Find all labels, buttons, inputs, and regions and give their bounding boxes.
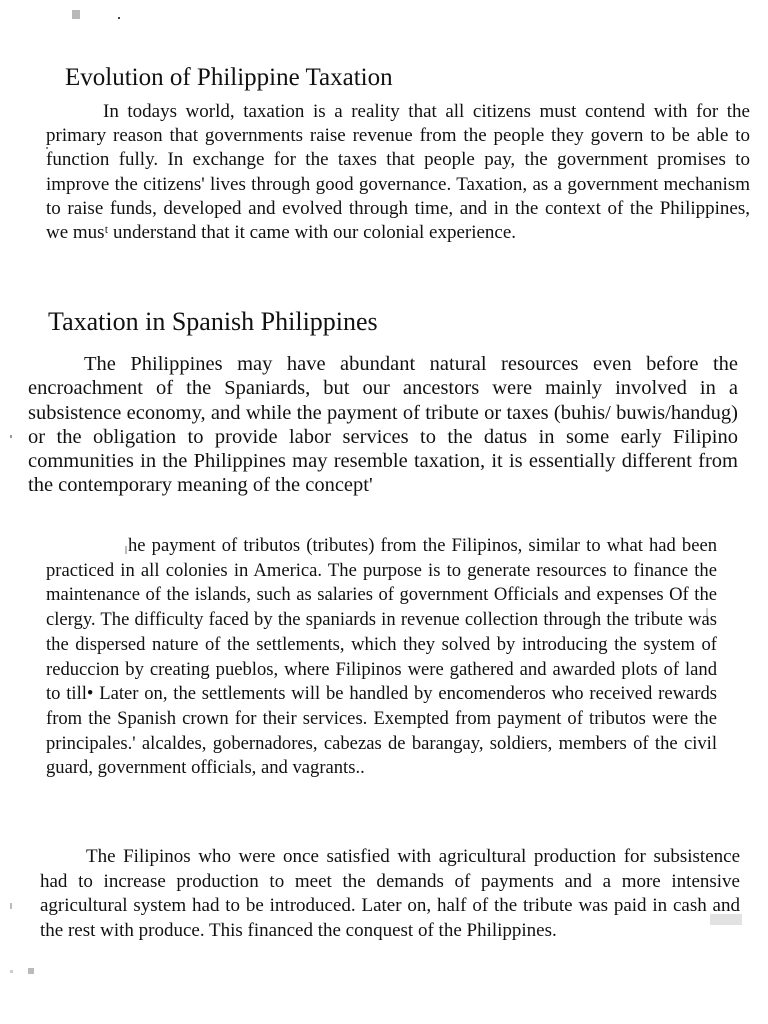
page-title: Evolution of Philippine Taxation <box>65 64 393 91</box>
scan-speck <box>72 10 80 19</box>
scan-speck <box>28 968 34 974</box>
section-paragraph: The Filipinos who were once satisfied with agricultural production for subsistence had to increase production to meet the demands of payments and a more intensive agricultural system had to be introduced. Later on, half of the tribute was paid in cash and the rest with produce. This financed the conquest of the Philippines. <box>40 846 740 941</box>
scan-speck <box>10 903 12 909</box>
scan-speck <box>10 970 13 973</box>
scan-speck <box>118 17 120 19</box>
intro-paragraph: In todays world, taxation is a reality that all citizens must contend with for the primary reason that governments raise revenue from the people they govern to be able to function fully. In exchange for the taxes that people pay, the government promises to improve the citizens' lives through good governance. Taxation, as a government mechanism to raise funds, developed and evolved through time, and in the context of the Philippines, we musᵗ understand that it came with our colonial experience. <box>46 101 750 244</box>
scan-speck <box>10 435 12 438</box>
section-heading: Taxation in Spanish Philippines <box>48 307 378 336</box>
section-paragraph: The Philippines may have abundant natural resources even before the encroachment of the Spaniards, but our ancestors were mainly involved in a subsistence economy, and while the payment of tribute or taxes (buhis/ buwis/handug) or the obligation to provide labor services to the datus in some early Filipino communities in the Philippines may resemble taxation, it is essentially different from the contemporary meaning of the concept' <box>28 353 738 497</box>
section-paragraph: he payment of tributos (tributes) from the Filipinos, similar to what had been practiced in all colonies in America. The purpose is to generate resources to finance the maintenance of the islands, such as salaries of government Officials and expenses Of the clergy. The difficulty faced by the spaniards in revenue collection through the tribute was the dispersed nature of the settlements, which they solved by introducing the system of reduccion by creating pueblos, where Filipinos were gathered and awarded plots of land to till• Later on, the settlements will be handled by encomenderos who received rewards from the Spanish crown for their services. Exempted from payment of tributos were the principales.' alcaldes, gobernadores, cabezas de barangay, soldiers, members of the civil guard, government officials, and vagrants.. <box>46 535 717 779</box>
